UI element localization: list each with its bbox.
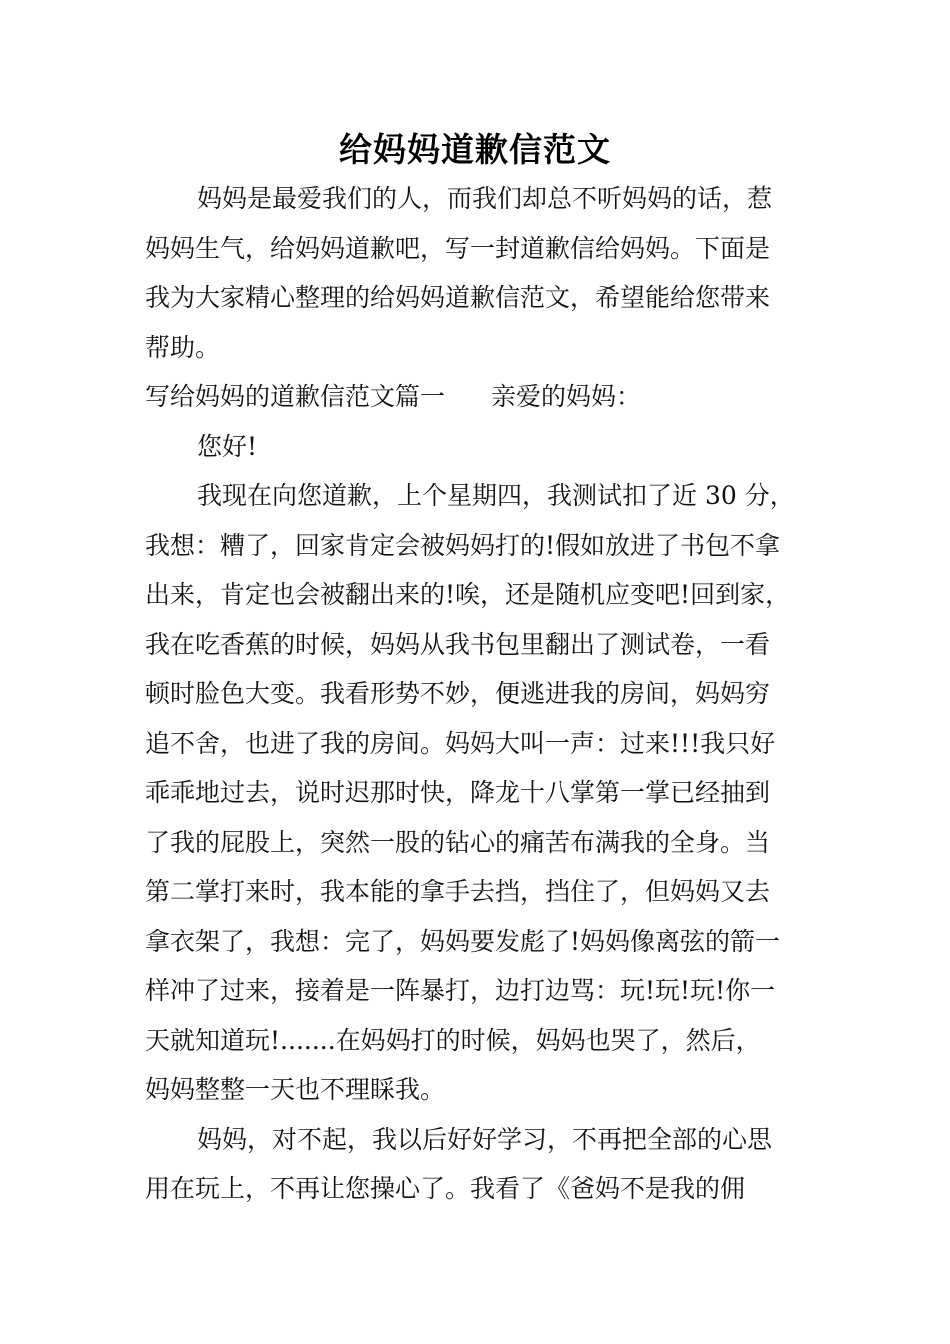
paragraph-line: 拿衣架了，我想：完了，妈妈要发彪了!妈妈像离弦的箭一 [145, 926, 781, 956]
paragraph-line: 我现在向您道歉，上个星期四，我测试扣了近 30 分， [197, 481, 795, 510]
paragraph-line: 我在吃香蕉的时候，妈妈从我书包里翻出了测试卷，一看 [145, 629, 771, 659]
section-heading-line [145, 372, 807, 422]
paragraph-line: 我想：糟了，回家肯定会被妈妈打的!假如放进了书包不拿 [145, 530, 781, 560]
salutation: 亲爱的妈妈： [491, 382, 642, 411]
paragraph-line: 了我的屁股上，突然一股的钻心的痛苦布满我的全身。当 [145, 827, 771, 857]
paragraph-line: 用在玩上，不再让您操心了。我看了《爸妈不是我的佣 [145, 1174, 746, 1203]
paragraph-line: 妈妈，对不起，我以后好好学习，不再把全部的心思 [197, 1124, 773, 1154]
paragraph-line: 第二掌打来时，我本能的拿手去挡，挡住了，但妈妈又去 [145, 877, 771, 906]
paragraph-line: 妈妈生气，给妈妈道歉吧，写一封道歉信给妈妈。下面是 [145, 233, 771, 263]
paragraph-line: 妈妈整整一天也不理睬我。 [145, 1075, 446, 1104]
greeting-line: 您好! [197, 431, 258, 461]
paragraph-line: 出来，肯定也会被翻出来的!唉，还是随机应变吧!回到家， [145, 580, 791, 609]
document-body [145, 174, 807, 1214]
paragraph-line: 顿时脸色大变。我看形势不妙，便逃进我的房间，妈妈穷 [145, 679, 771, 708]
paragraph-line: 妈妈是最爱我们的人，而我们却总不听妈妈的话，惹 [197, 184, 773, 213]
paragraph-line: 乖乖地过去，说时迟那时快，降龙十八掌第一掌已经抽到 [145, 778, 771, 807]
section-heading: 写给妈妈的道歉信范文篇一 [145, 382, 446, 411]
paragraph-line: 样冲了过来，接着是一阵暴打，边打边骂：玩!玩!玩!你一 [145, 976, 776, 1005]
paragraph-line: 天就知道玩!.......在妈妈打的时候，妈妈也哭了，然后， [145, 1025, 761, 1055]
paragraph-line: 我为大家精心整理的给妈妈道歉信范文，希望能给您带来 [145, 283, 771, 312]
document-title: 给妈妈道歉信范文 [339, 130, 611, 169]
paragraph-line: 追不舍，也进了我的房间。妈妈大叫一声：过来!!!我只好 [145, 728, 776, 758]
paragraph-line: 帮助。 [145, 332, 221, 362]
